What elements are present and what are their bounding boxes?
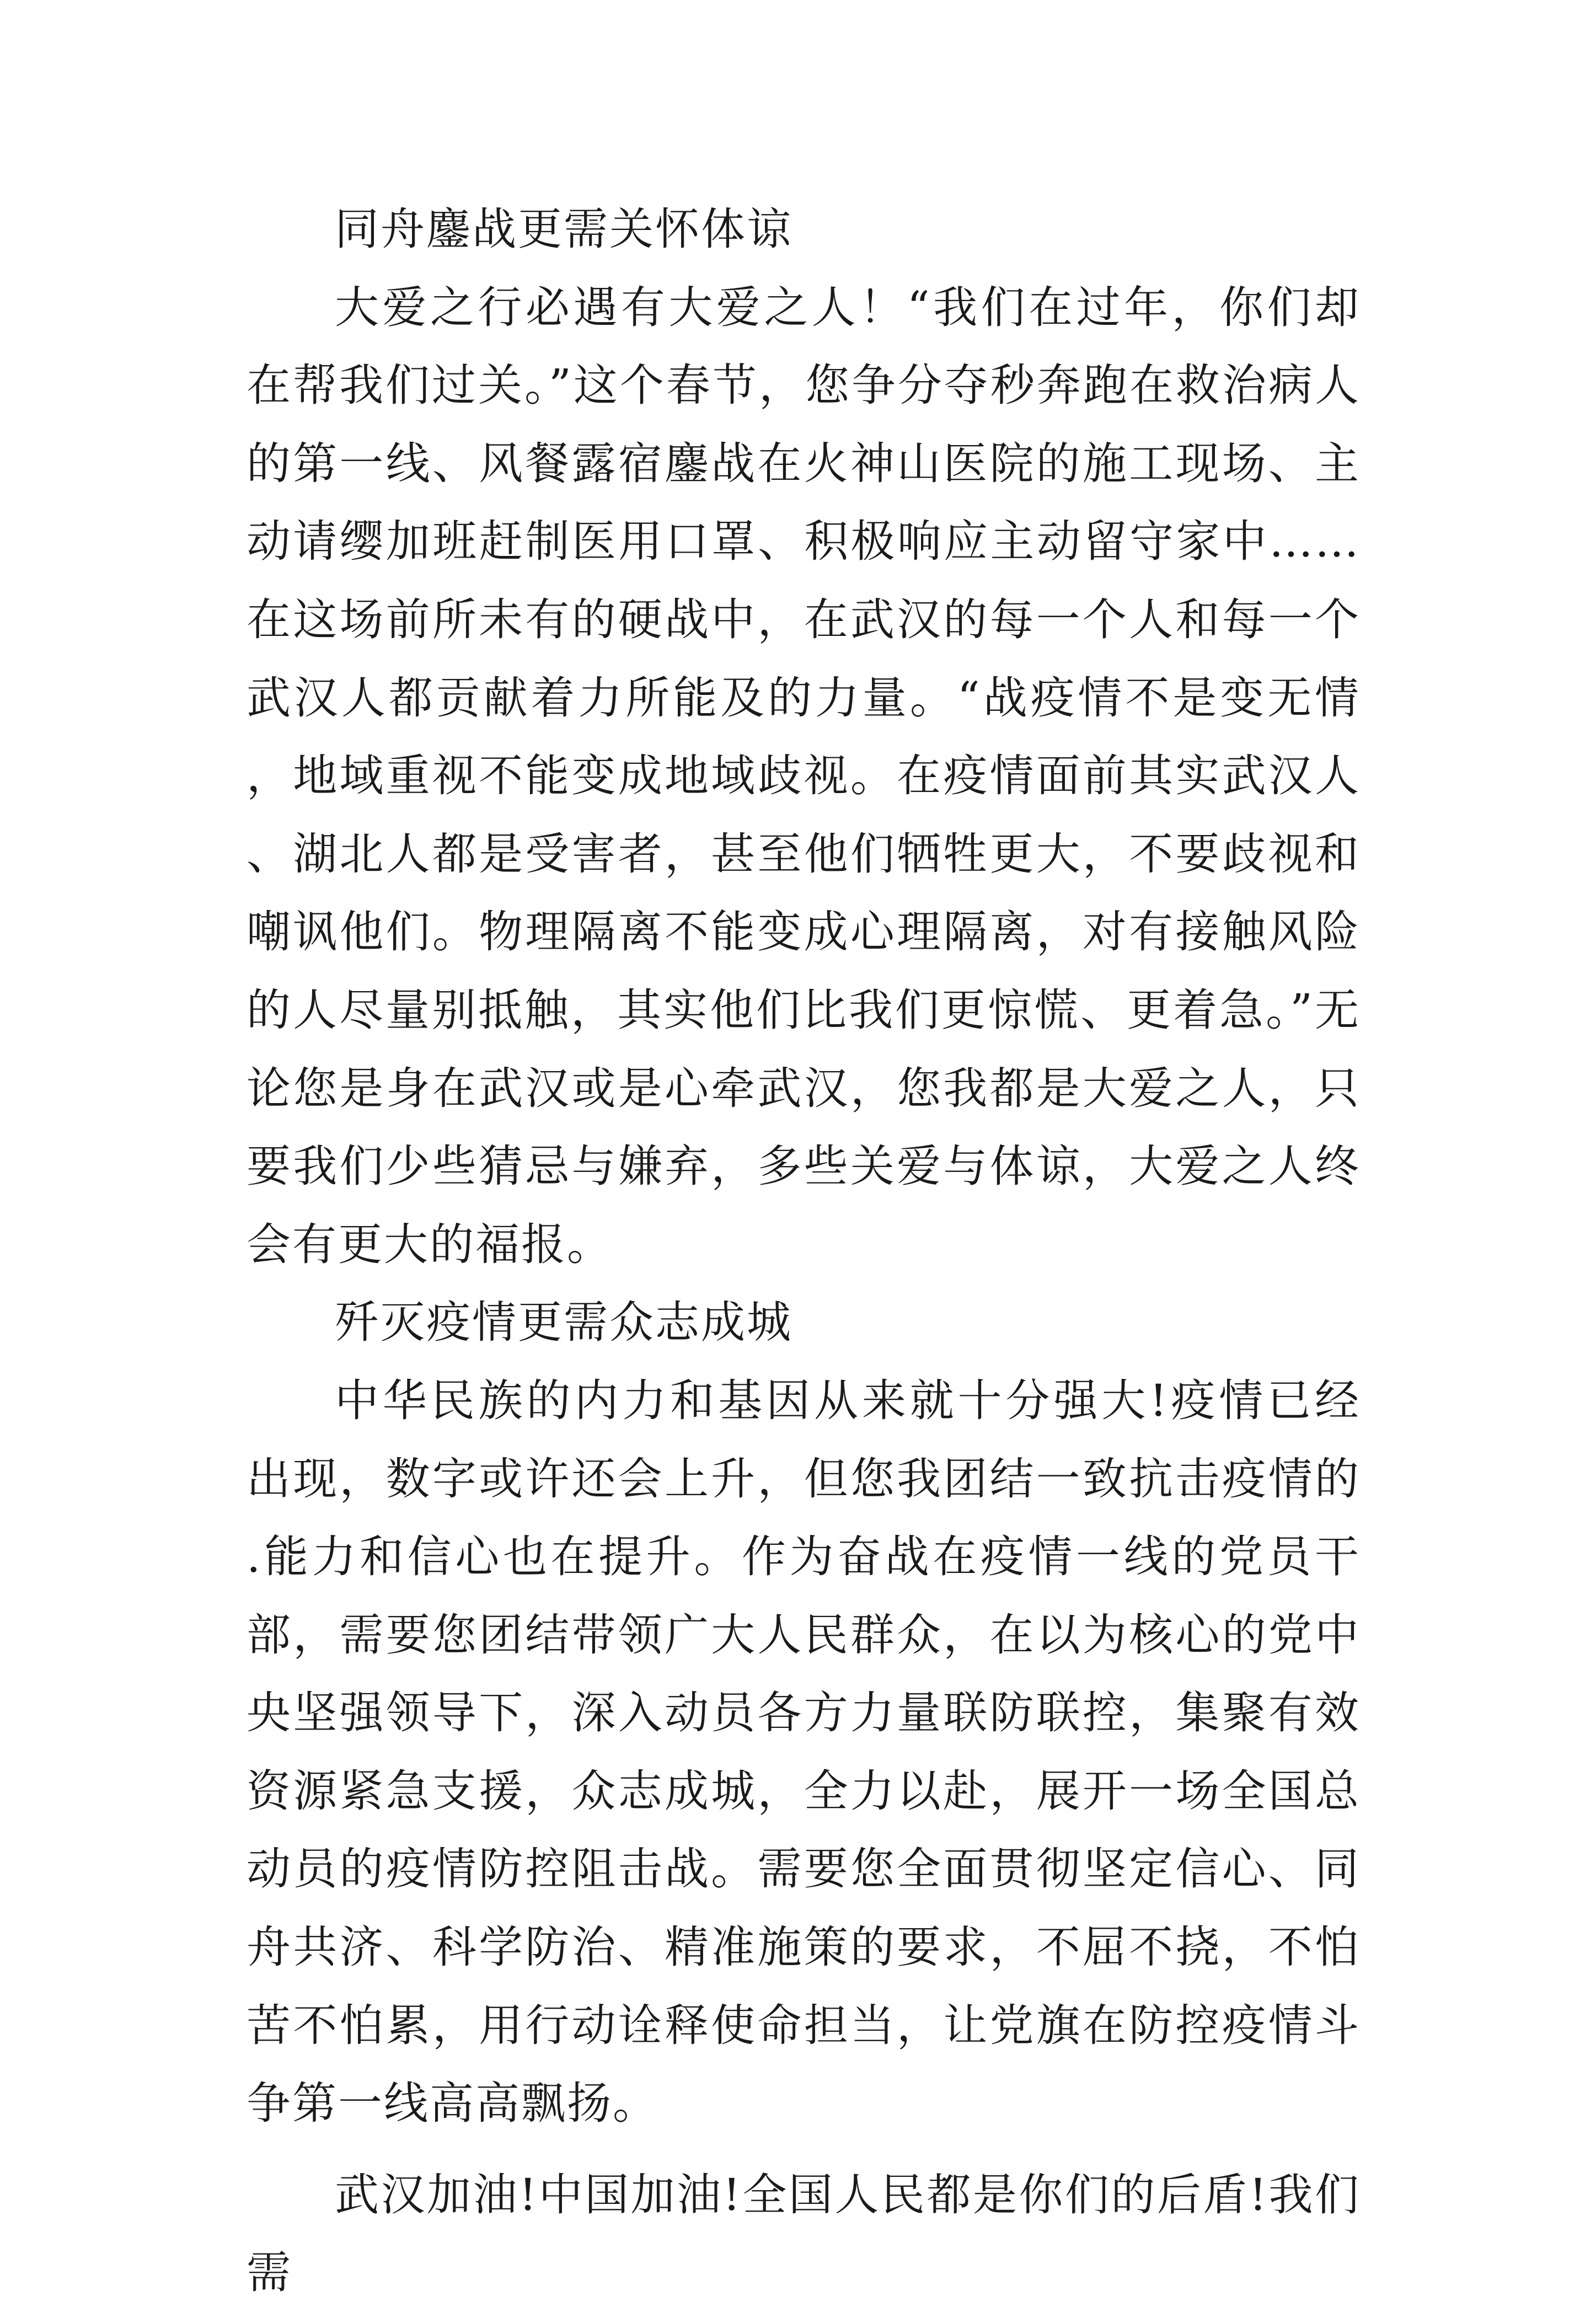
paragraph-care: 大爱之行必遇有大爱之人！“我们在过年，你们却在帮我们过关。”这个春节，您争分夺秒奔跑在救治病人的第一线、风餐露宿鏖战在火神山医院的施工现场、主动请缨加班赶制医用口罩、积极响应主动留守家中……在这场前所未有的硬战中，在武汉的每一个人和每一个武汉人都贡献着力所能及的力量。“战疫情不是变无情，地域重视不能变成地域歧视。在疫情面前其实武汉人、湖北人都是受害者，甚至他们牺牲更大，不要歧视和嘲讽他们。物理隔离不能变成心理隔离，对有接触风险的人尽量别抵触，其实他们比我们更惊慌、更着急。”无论您是身在武汉或是心牵武汉，您我都是大爱之人，只要我们少些猜忌与嫌弃，多些关爱与体谅，大爱之人终会有更大的福报。: [247, 281, 1361, 1270]
paragraph-unity: 中华民族的内力和基因从来就十分强大!疫情已经出现，数字或许还会上升，但您我团结一致抗击疫情的.能力和信心也在提升。作为奋战在疫情一线的党员干部，需要您团结带领广大人民群众，在以为核心的党中央坚强领导下，深入动员各方力量联防联控，集聚有效资源紧急支援，众志成城，全力以赴，展开一场全国总动员的疫情防控阻击战。需要您全面贯彻坚定信心、同舟共济、科学防治、精准施策的要求，不屈不挠，不怕苦不怕累，用行动诠释使命担当，让党旗在防控疫情斗争第一线高高飘扬。: [247, 1374, 1361, 2129]
section-heading-unity: 歼灭疫情更需众志成城: [335, 1297, 792, 1348]
document-body: [247, 190, 1361, 2312]
paragraph-closing: 武汉加油!中国加油!全国人民都是你们的后盾!我们需: [247, 2169, 1361, 2299]
section-heading-care: 同舟鏖战更需关怀体谅: [335, 204, 792, 255]
paragraph-gap: [247, 2143, 1361, 2156]
